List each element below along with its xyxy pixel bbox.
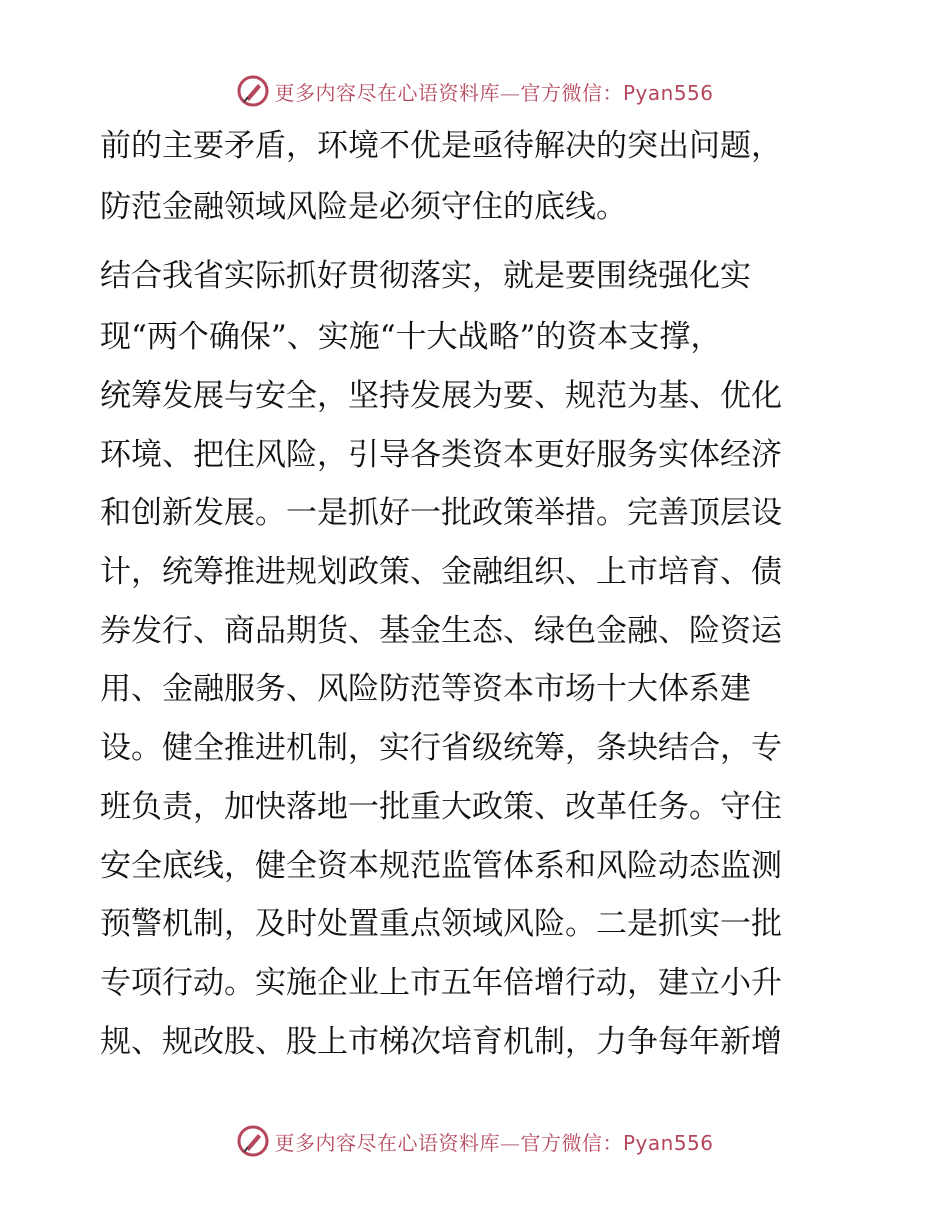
text-line: 安全底线，健全资本规范监管体系和风险动态监测 [100,848,782,884]
text-line: 班负责，加快落地一批重大政策、改革任务。守住 [100,789,782,825]
text-line: 预警机制，及时处置重点领域风险。二是抓实一批 [100,906,782,942]
text-line: 设。健全推进机制，实行省级统筹，条块结合，专 [100,730,782,766]
text-line: 结合我省实际抓好贯彻落实，就是要围绕强化实 [100,258,751,294]
text-line: 专项行动。实施企业上市五年倍增行动，建立小升 [100,965,782,1001]
text-line: 和创新发展。一是抓好一批政策举措。完善顶层设 [100,495,782,531]
text-line: 券发行、商品期货、基金生态、绿色金融、险资运 [100,613,782,649]
text-line: 环境、把住风险，引导各类资本更好服务实体经济 [100,437,782,473]
footer-watermark [0,1121,950,1161]
header-text: 更多内容尽在心语资料库—官方微信：Pyan556 [274,80,714,105]
text-line: 计，统筹推进规划政策、金融组织、上市培育、债 [100,554,782,590]
text-line: 防范金融领域风险是必须守住的底线。 [100,189,627,225]
text-line: 现“两个确保”、实施“十大战略”的资本支撑， [100,319,722,355]
text-line: 规、规改股、股上市梯次培育机制，力争每年新增 [100,1024,782,1060]
text-line: 统筹发展与安全，坚持发展为要、规范为基、优化 [100,378,782,414]
footer-text: 更多内容尽在心语资料库—官方微信：Pyan556 [274,1130,714,1155]
text-line: 用、金融服务、风险防范等资本市场十大体系建 [100,671,751,707]
brand-logo-icon [236,1124,270,1158]
text-line: 前的主要矛盾，环境不优是亟待解决的突出问题， [100,128,782,164]
